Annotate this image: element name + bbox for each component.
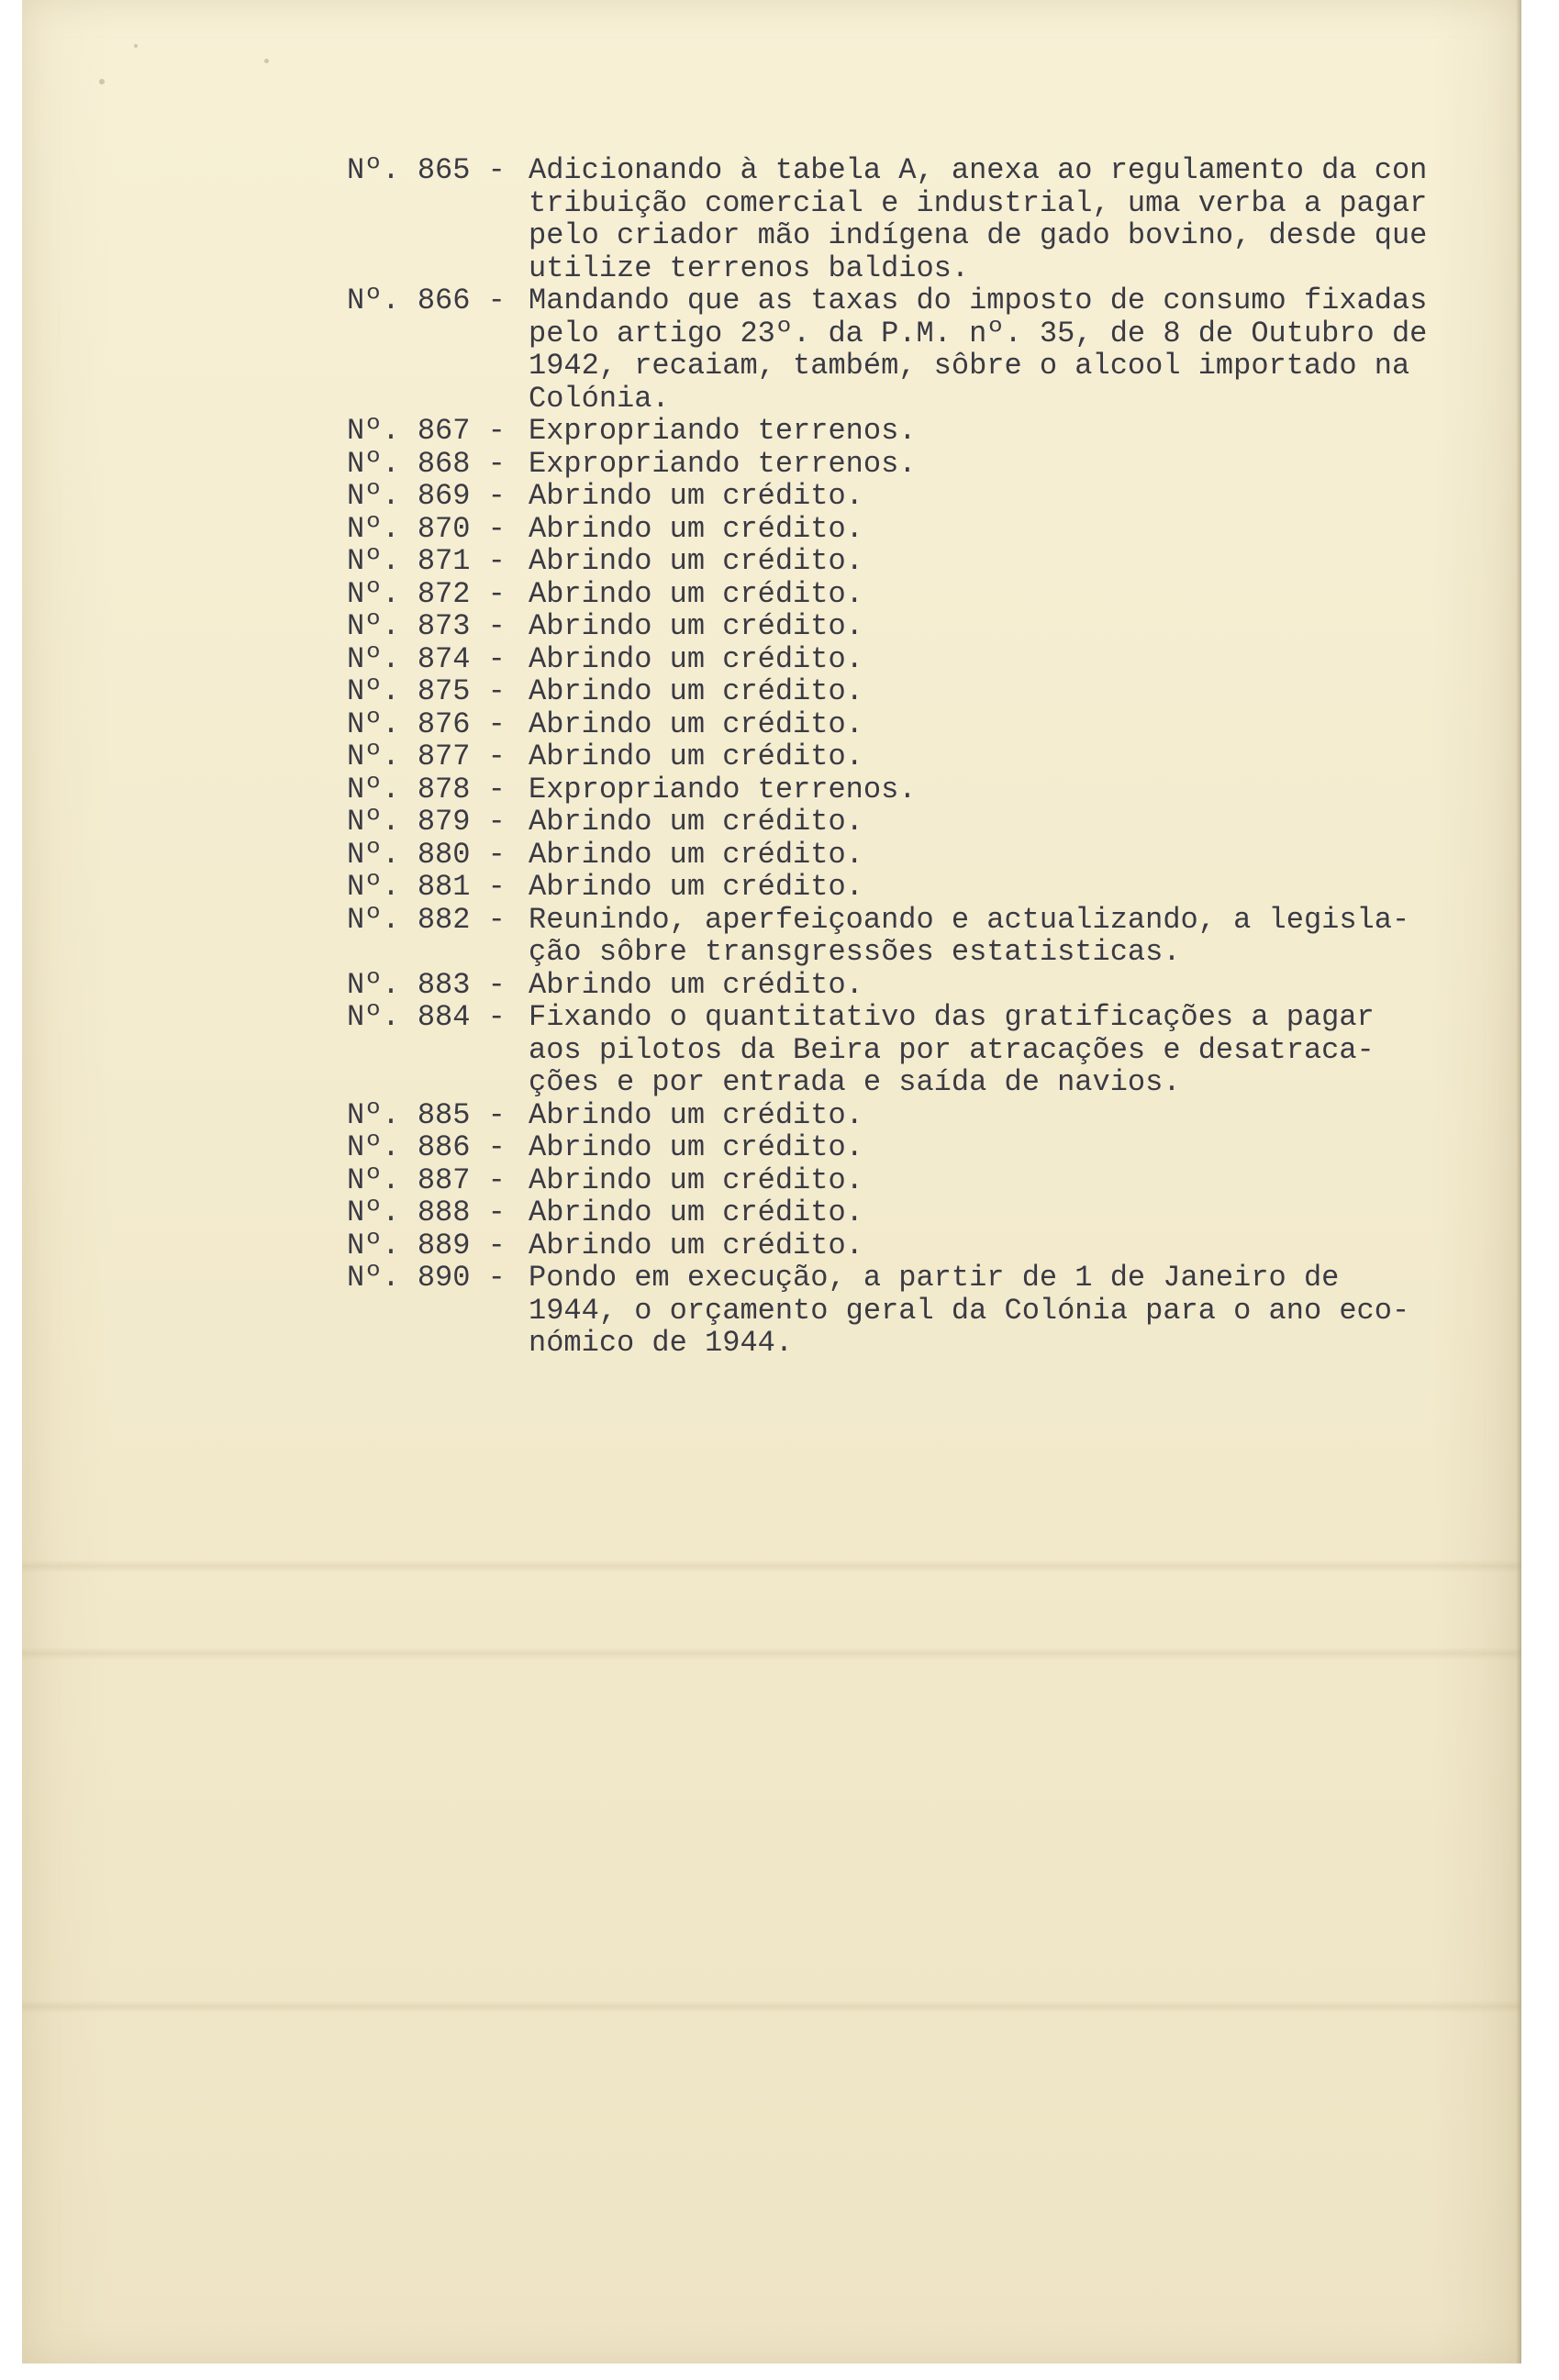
decree-number: Nº. 886 - bbox=[347, 1130, 506, 1164]
decree-number: Nº. 885 - bbox=[347, 1097, 506, 1132]
decree-number: Nº. 871 - bbox=[347, 544, 506, 578]
decree-description: Abrindo um crédito. bbox=[529, 511, 863, 546]
decree-number: Nº. 877 - bbox=[347, 740, 506, 773]
decree-description: Abrindo um crédito. bbox=[529, 1228, 863, 1262]
decree-description: Abrindo um crédito. bbox=[529, 870, 863, 904]
paper-fold bbox=[22, 1647, 1521, 1660]
decree-description: Abrindo um crédito. bbox=[529, 544, 863, 578]
decree-number: Nº. 878 - bbox=[347, 772, 506, 806]
decree-description: Abrindo um crédito. bbox=[529, 674, 863, 708]
decree-entry bbox=[347, 578, 1494, 611]
decree-description: Abrindo um crédito. bbox=[529, 967, 863, 1002]
decree-description: Fixando o quantitativo das gratificações a pagar aos pilotos da Beira por atracações e desatraca- ções e por entrada e saída de navios. bbox=[529, 1000, 1375, 1099]
decree-entry bbox=[347, 969, 1494, 1002]
decree-entry bbox=[347, 773, 1494, 806]
decree-number: Nº. 880 - bbox=[347, 837, 506, 872]
decree-list bbox=[347, 154, 1494, 1360]
decree-entry bbox=[347, 1229, 1494, 1262]
decree-entry bbox=[347, 1262, 1494, 1360]
paper-fold bbox=[22, 1560, 1521, 1573]
decree-number: Nº. 883 - bbox=[347, 967, 506, 1002]
ink-speck bbox=[264, 59, 269, 63]
decree-number: Nº. 884 - bbox=[347, 1000, 506, 1034]
decree-number: Nº. 887 - bbox=[347, 1162, 506, 1197]
decree-description: Abrindo um crédito. bbox=[529, 609, 863, 643]
decree-entry bbox=[347, 904, 1494, 969]
decree-number: Nº. 881 - bbox=[347, 870, 506, 904]
decree-entry bbox=[347, 1131, 1494, 1164]
decree-number: Nº. 890 - bbox=[347, 1261, 506, 1295]
decree-entry bbox=[347, 1196, 1494, 1229]
decree-number: Nº. 874 - bbox=[347, 641, 506, 676]
decree-number: Nº. 869 - bbox=[347, 479, 506, 513]
decree-description: Mandando que as taxas do imposto de consumo fixadas pelo artigo 23º. da P.M. nº. 35, de 8 de Outubro de 1942, recaiam, também, sôbre o alcool importado na Colónia. bbox=[529, 284, 1428, 416]
decree-number: Nº. 866 - bbox=[347, 284, 506, 317]
decree-entry bbox=[347, 740, 1494, 773]
decree-number: Nº. 867 - bbox=[347, 414, 506, 448]
decree-number: Nº. 875 - bbox=[347, 674, 506, 708]
paper-fold bbox=[22, 2000, 1521, 2013]
decree-description: Abrindo um crédito. bbox=[529, 1196, 863, 1229]
decree-entry bbox=[347, 480, 1494, 513]
decree-entry bbox=[347, 1099, 1494, 1132]
decree-description: Reunindo, aperfeiçoando e actualizando, a legisla- ção sôbre transgressões estatisticas. bbox=[529, 902, 1410, 969]
decree-entry bbox=[347, 284, 1494, 415]
decree-number: Nº. 889 - bbox=[347, 1228, 506, 1262]
decree-number: Nº. 868 - bbox=[347, 446, 506, 481]
decree-entry bbox=[347, 545, 1494, 578]
decree-description: Adicionando à tabela A, anexa ao regulamento da con tribuição comercial e industrial, uma verba a pagar pelo criador mão indígena de gado bovino, desde que utilize terrenos baldios. bbox=[529, 153, 1428, 285]
decree-description: Abrindo um crédito. bbox=[529, 641, 863, 676]
decree-description: Abrindo um crédito. bbox=[529, 1162, 863, 1197]
decree-entry bbox=[347, 154, 1494, 284]
decree-entry bbox=[347, 415, 1494, 448]
decree-description: Abrindo um crédito. bbox=[529, 479, 863, 513]
decree-description: Expropriando terrenos. bbox=[529, 446, 917, 481]
decree-entry bbox=[347, 610, 1494, 643]
decree-description: Abrindo um crédito. bbox=[529, 837, 863, 872]
decree-entry bbox=[347, 871, 1494, 904]
decree-description: Abrindo um crédito. bbox=[529, 1097, 863, 1132]
decree-number: Nº. 876 - bbox=[347, 706, 506, 741]
decree-entry bbox=[347, 1001, 1494, 1099]
decree-entry bbox=[347, 643, 1494, 676]
decree-description: Expropriando terrenos. bbox=[529, 772, 917, 806]
decree-entry bbox=[347, 1164, 1494, 1197]
ink-speck bbox=[134, 44, 138, 48]
decree-description: Abrindo um crédito. bbox=[529, 576, 863, 611]
decree-number: Nº. 872 - bbox=[347, 576, 506, 611]
decree-number: Nº. 879 - bbox=[347, 805, 506, 839]
decree-number: Nº. 873 - bbox=[347, 609, 506, 643]
decree-number: Nº. 865 - bbox=[347, 153, 506, 187]
decree-entry bbox=[347, 839, 1494, 872]
ink-speck bbox=[99, 79, 105, 84]
decree-description: Abrindo um crédito. bbox=[529, 1130, 863, 1164]
decree-number: Nº. 882 - bbox=[347, 902, 506, 937]
decree-description: Abrindo um crédito. bbox=[529, 706, 863, 741]
decree-entry bbox=[347, 448, 1494, 481]
decree-description: Abrindo um crédito. bbox=[529, 805, 863, 839]
decree-description: Abrindo um crédito. bbox=[529, 740, 863, 773]
decree-description: Pondo em execução, a partir de 1 de Janeiro de 1944, o orçamento geral da Colónia para o ano eco- nómico de 1944. bbox=[529, 1261, 1410, 1360]
decree-description: Expropriando terrenos. bbox=[529, 414, 917, 448]
decree-number: Nº. 888 - bbox=[347, 1196, 506, 1229]
decree-number: Nº. 870 - bbox=[347, 511, 506, 546]
decree-entry bbox=[347, 708, 1494, 741]
decree-entry bbox=[347, 806, 1494, 839]
decree-entry bbox=[347, 675, 1494, 708]
decree-entry bbox=[347, 513, 1494, 546]
